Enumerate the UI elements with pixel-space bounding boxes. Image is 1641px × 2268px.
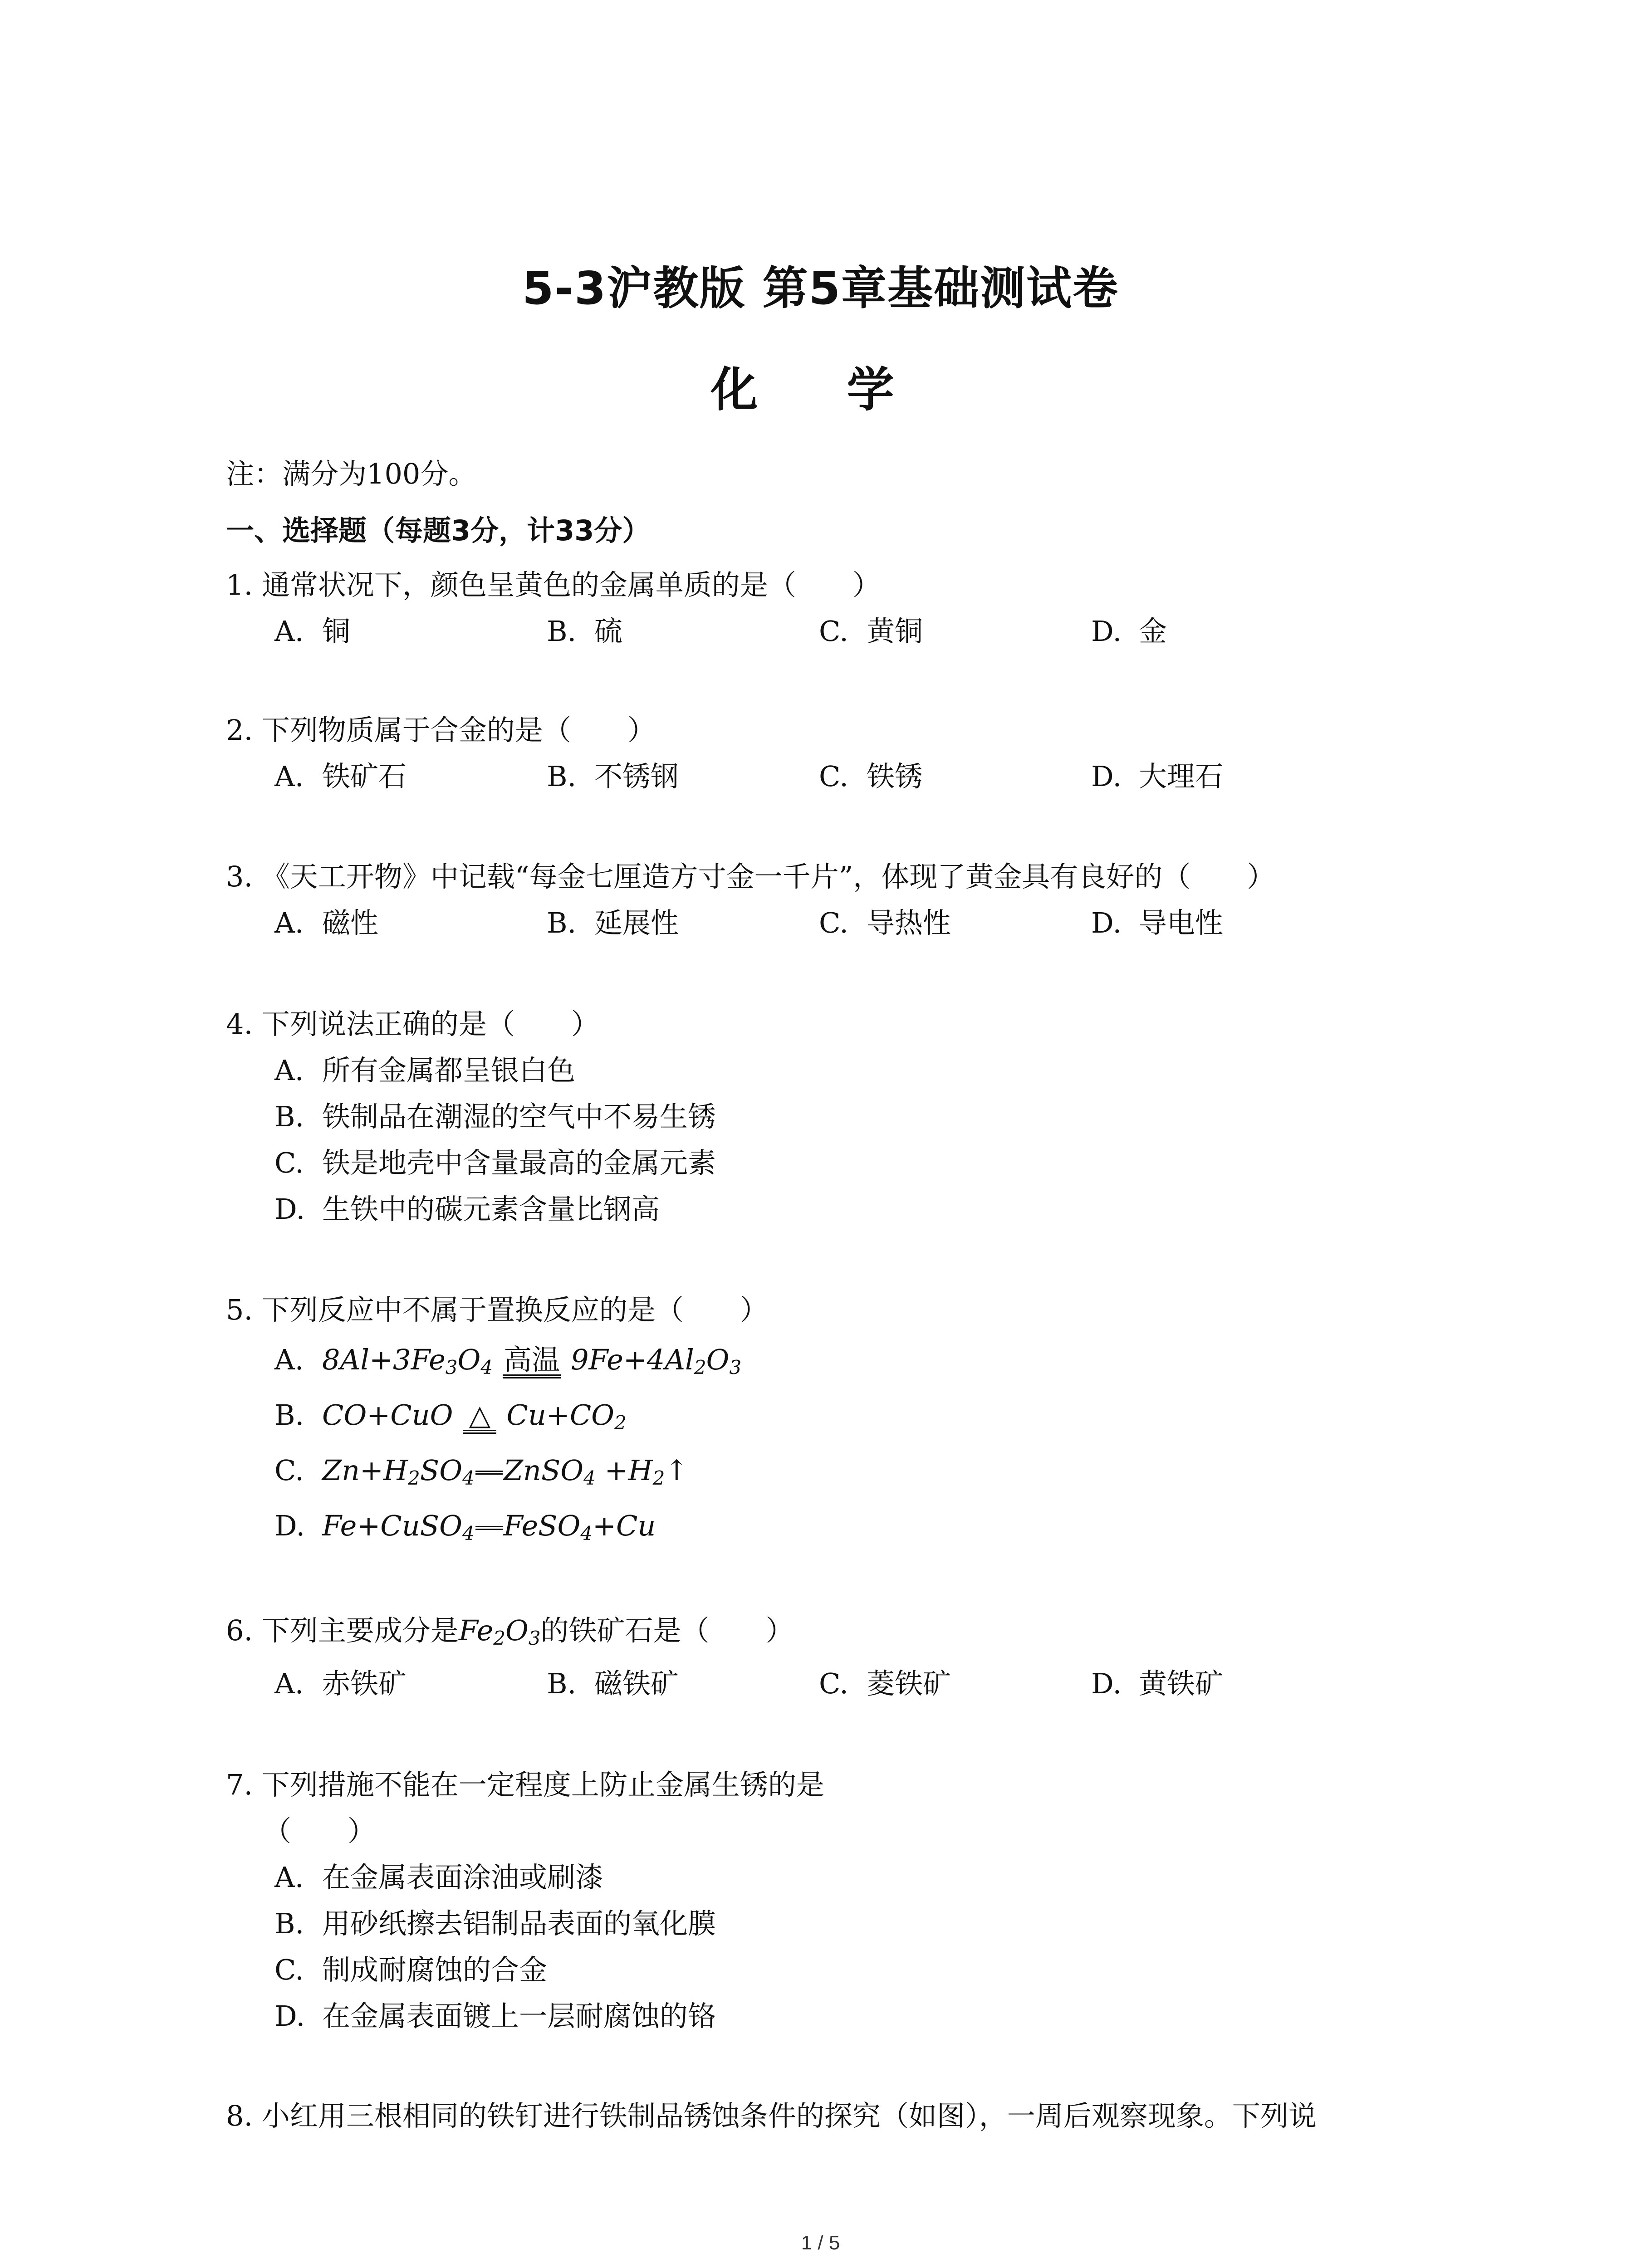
q4-option-b: B. 铁制品在潮湿的空气中不易生锈: [274, 1100, 716, 1133]
q2-option-a: A. 铁矿石: [274, 760, 407, 793]
question-stem: 《天工开物》中记载“每金七厘造方寸金一千片”，体现了黄金具有良好的（ ）: [261, 860, 1275, 893]
question-stem: 下列物质属于合金的是（ ）: [261, 714, 656, 747]
equation-c: $Zn+H_2SO_4$ ZnSO$_4$ $+H_2↑$: [322, 1454, 689, 1489]
q3-option-a: A. 磁性: [274, 906, 379, 939]
q1-option-b: B. 硫: [547, 615, 623, 648]
section-heading: 一、选择题（每题3分，计33分）: [226, 514, 651, 547]
q1-option-c: C. 黄铜: [819, 615, 923, 648]
q4-option-c: C. 铁是地壳中含量最高的金属元素: [274, 1146, 716, 1179]
q7-option-d: D. 在金属表面镀上一层耐腐蚀的铬: [274, 1999, 716, 2033]
question-number: 5.: [226, 1293, 253, 1326]
q3-option-d: D. 导电性: [1091, 906, 1224, 939]
question-stem: 小红用三根相同的铁钉进行铁制品锈蚀条件的探究（如图），一周后观察现象。下列说: [261, 2099, 1317, 2132]
q5-option-c: C. $Zn+H_2SO_4$ ZnSO$_4$ $+H_2↑$: [274, 1454, 689, 1489]
q5-option-d: D. Fe+CuSO$_4$ FeSO$_4$+Cu: [274, 1509, 656, 1545]
score-note: 注：满分为100分。: [226, 457, 477, 490]
question-stem: 下列反应中不属于置换反应的是（ ）: [261, 1293, 768, 1326]
question-7: [226, 1767, 824, 1803]
subject-title: 化 学: [710, 362, 931, 417]
q2-option-b: B. 不锈钢: [547, 760, 679, 793]
question-stem: 下列说法正确的是（ ）: [261, 1007, 599, 1041]
question-7-blank: （ ）: [263, 1814, 376, 1848]
question-number: 8.: [226, 2099, 253, 2132]
question-4: [226, 1006, 599, 1042]
q2-option-c: C. 铁锈: [819, 760, 923, 793]
question-stem-after: 的铁矿石是（ ）: [540, 1614, 794, 1647]
q5-option-b: B. CO+CuO △ $Cu+CO_2$: [274, 1398, 627, 1434]
question-3: [226, 859, 1275, 895]
q7-option-b: B. 用砂纸擦去铝制品表面的氧化膜: [274, 1907, 716, 1940]
question-number: 1.: [226, 568, 253, 601]
question-stem: 下列措施不能在一定程度上防止金属生锈的是: [261, 1768, 824, 1801]
question-5: [226, 1292, 768, 1328]
q7-option-c: C. 制成耐腐蚀的合金: [274, 1953, 548, 1986]
q6-option-a: A. 赤铁矿: [274, 1667, 407, 1700]
equation-a: $8Al+3Fe_3O_4$ 高温 $9Fe+4Al_2O_3$: [322, 1343, 742, 1378]
q1-option-d: D. 金: [1091, 615, 1167, 648]
q6-option-d: D. 黄铁矿: [1091, 1667, 1224, 1700]
question-8: [226, 2098, 1317, 2134]
equation-b: CO+CuO △ $Cu+CO_2$: [322, 1398, 627, 1434]
question-1: [226, 567, 881, 603]
q1-option-a: A. 铜: [274, 615, 351, 648]
question-stem-before: 下列主要成分是: [261, 1614, 459, 1647]
question-6: [226, 1613, 794, 1657]
q5-option-a: A. $8Al+3Fe_3O_4$ 高温 $9Fe+4Al_2O_3$: [274, 1343, 742, 1378]
question-stem: 通常状况下，颜色呈黄色的金属单质的是（ ）: [261, 568, 881, 601]
q3-option-b: B. 延展性: [547, 906, 679, 939]
q4-option-a: A. 所有金属都呈银白色: [274, 1054, 576, 1087]
question-number: 7.: [226, 1768, 253, 1801]
question-number: 3.: [226, 860, 253, 893]
q4-option-d: D. 生铁中的碳元素含量比钢高: [274, 1193, 660, 1226]
formula-fe2o3: $Fe_2O_3$: [458, 1614, 541, 1649]
q2-option-d: D. 大理石: [1091, 760, 1224, 793]
page-number: 1 / 5: [801, 2232, 840, 2254]
q6-option-b: B. 磁铁矿: [547, 1667, 679, 1700]
question-2: [226, 712, 656, 748]
question-number: 6.: [226, 1614, 253, 1647]
equation-d: Fe+CuSO$_4$ FeSO$_4$+Cu: [322, 1509, 656, 1545]
q6-option-c: C. 菱铁矿: [819, 1667, 951, 1700]
q3-option-c: C. 导热性: [819, 906, 951, 939]
page-title: 5-3沪教版 第5章基础测试卷: [522, 262, 1119, 315]
question-number: 4.: [226, 1007, 253, 1041]
q7-option-a: A. 在金属表面涂油或刷漆: [274, 1861, 604, 1894]
question-number: 2.: [226, 714, 253, 747]
